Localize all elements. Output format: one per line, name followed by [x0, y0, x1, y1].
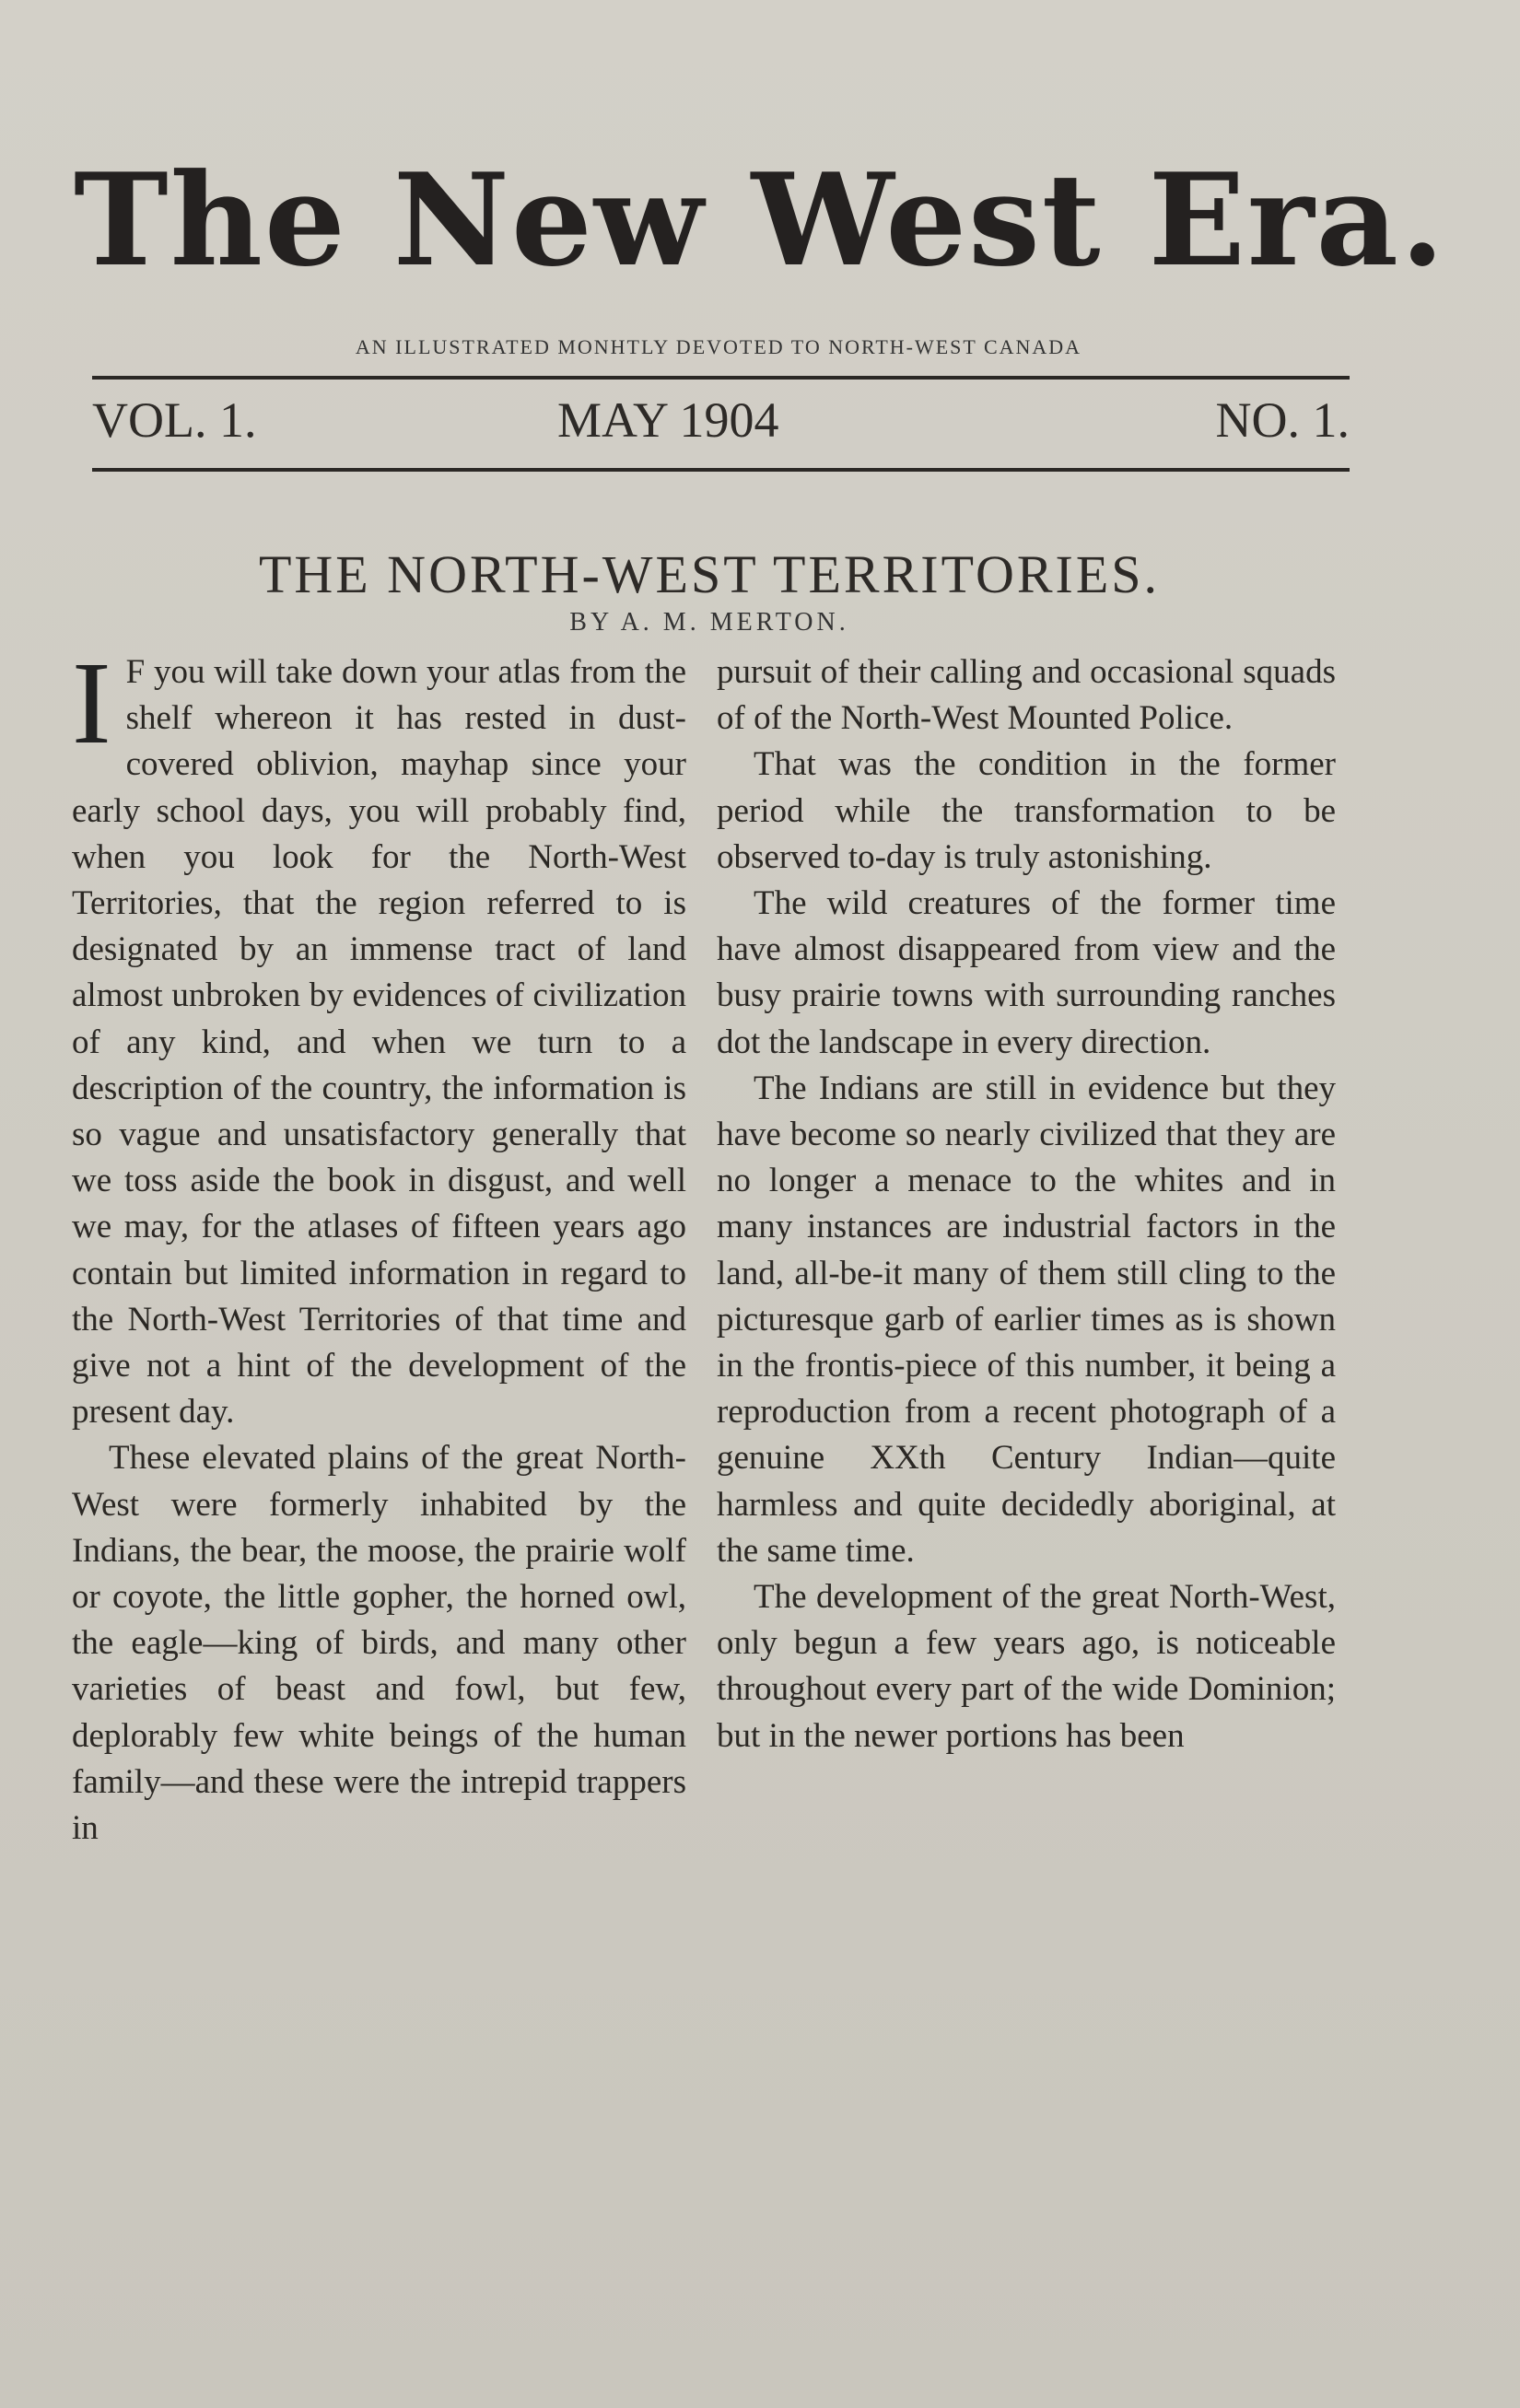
issue-volume: VOL. 1.: [92, 392, 257, 448]
paragraph: That was the condition in the former period while the transformation to be observed to-day is truly astonishing.: [717, 745, 1336, 876]
left-column: [72, 637, 686, 1852]
article-title: THE NORTH-WEST TERRITORIES.: [258, 544, 1161, 604]
right-column: [717, 649, 1336, 1759]
paragraph-text: F you will take down your atlas from the shelf whereon it has rested in dust-covered oblivion, mayhap since your early school days, you will probably find, when you look for the North-West Territories, that the region referred to is designated by an immense tract of land almost unbroken by evidences of civilization of any kind, and when we turn to a description of the country, the information is so vague and unsatisfactory generally that we toss aside the book in disgust, and well we may, for the atlases of fifteen years ago contain but limited information in regard to the North-West Territories of that time and give not a hint of the development of the present day.: [72, 653, 686, 1432]
paragraph: The development of the great North-West, only begun a few years ago, is noticeable throughout every part of the wide Dominion; but in the newer portions has been: [717, 1578, 1336, 1755]
paragraph: pursuit of their calling and occasional squads of of the North-West Mounted Police.: [717, 653, 1336, 738]
bottom-rule: [92, 468, 1350, 472]
paragraph: The Indians are still in evidence but they have become so nearly civilized that they are no longer a menace to the whites and in many instances are industrial factors in the land, all-be-it many of them still cling to the picturesque garb of earlier times as is shown in the frontis-piece of this number, it being a reproduction from a recent photograph of a genuine XXth Century Indian—quite harmless and quite decidedly aboriginal, at the same time.: [717, 1069, 1336, 1570]
paragraph: These elevated plains of the great North-West were formerly inhabited by the Indians, the bear, the moose, the prairie wolf or coyote, the little gopher, the horned owl, the eagle—king of birds, and many other varieties of beast and fowl, but few, deplorably few white beings of the human family—and these were the intrepid trappers in: [72, 1439, 686, 1848]
drop-cap: I: [72, 637, 111, 768]
issue-date: MAY 1904: [557, 392, 779, 448]
article-byline: BY A. M. MERTON.: [569, 608, 849, 637]
paragraph: The wild creatures of the former time have almost disappeared from view and the busy prairie towns with surrounding ranches dot the landscape in every direction.: [717, 884, 1336, 1061]
issue-number: NO. 1.: [1215, 392, 1350, 448]
masthead-title: The New West Era.: [73, 145, 1446, 295]
paragraph: [72, 637, 686, 1435]
issue-info-row: [92, 392, 1350, 456]
masthead-subtitle: AN ILLUSTRATED MONHTLY DEVOTED TO NORTH-WEST CANADA: [355, 335, 1082, 358]
top-rule: [92, 376, 1350, 380]
